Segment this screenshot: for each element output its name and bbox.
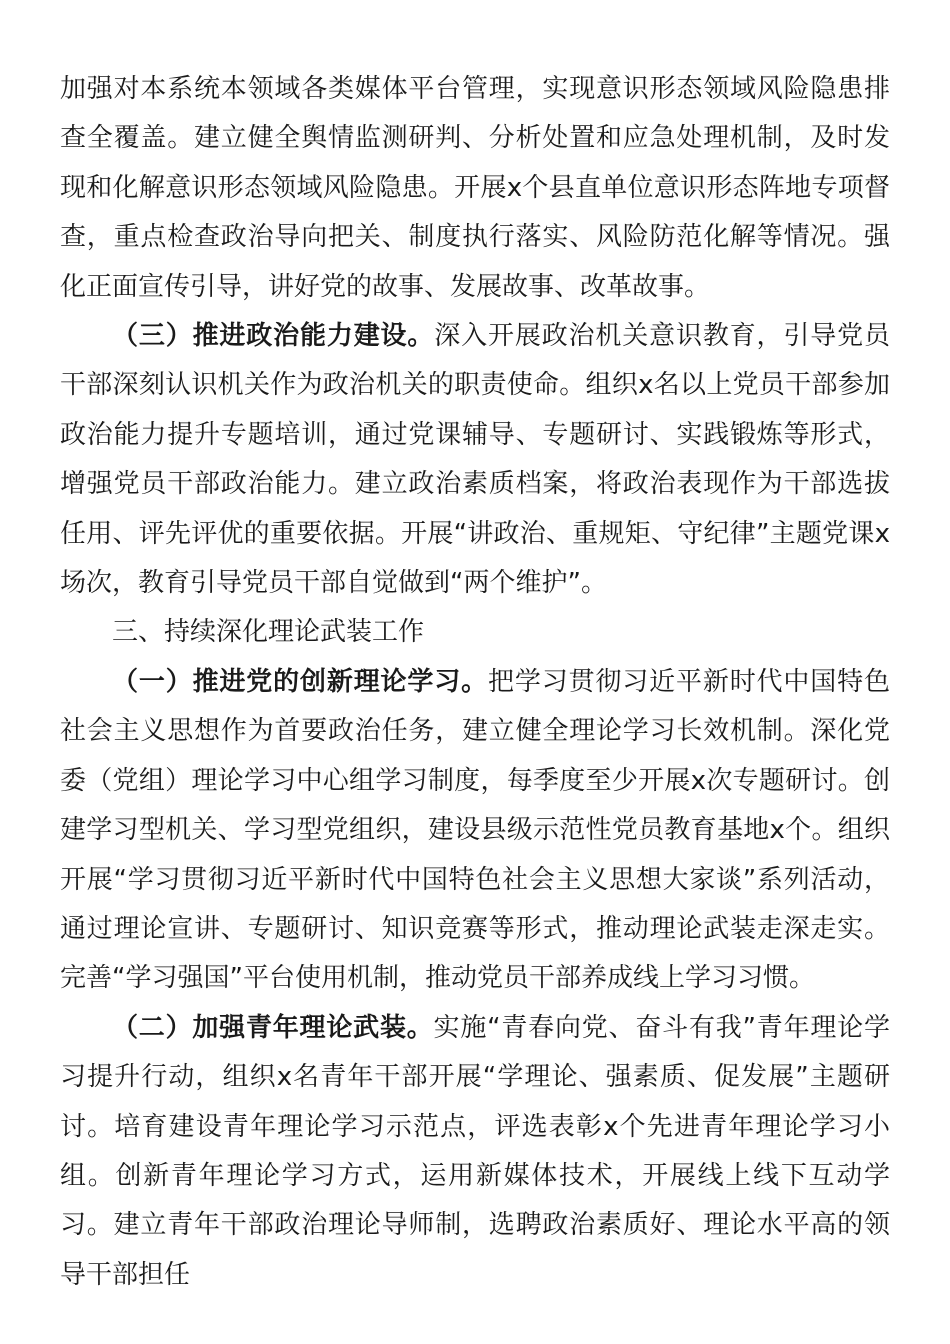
paragraph-political-capacity: [60, 312, 890, 608]
section-heading-theory: [60, 608, 890, 657]
paragraph-text: 加强对本系统本领域各类媒体平台管理，实现意识形态领域风险隐患排查全覆盖。建立健全舆情监测研判、分析处置和应急处理机制，及时发现和化解意识形态领域风险隐患。开展x个县直单位意识形态阵地专项督查，重点检查政治导向把关、制度执行落实、风险防范化解等情况。强化正面宣传引导，讲好党的故事、发展故事、改革故事。: [60, 74, 890, 302]
paragraph-text: 实施“青春向党、奋斗有我”青年理论学习提升行动，组织x名青年干部开展“学理论、强素质、促发展”主题研讨。培育建设青年理论学习示范点，评选表彰x个先进青年理论学习小组。创新青年理论学习方式，运用新媒体技术，开展线上线下互动学习。建立青年干部政治理论导师制，选聘政治素质好、理论水平高的领导干部担任: [60, 1012, 890, 1290]
paragraph-text: 深入开展政治机关意识教育，引导党员干部深刻认识机关作为政治机关的职责使命。组织x名以上党员干部参加政治能力提升专题培训，通过党课辅导、专题研讨、实践锻炼等形式，增强党员干部政治能力。建立政治素质档案，将政治表现作为干部选拔任用、评先评优的重要依据。开展“讲政治、重规矩、守纪律”主题党课x场次，教育引导党员干部自觉做到“两个维护”。: [60, 321, 890, 599]
paragraph-innovative-theory: [60, 658, 890, 1004]
document-body: [60, 65, 890, 1300]
paragraph-youth-theory: [60, 1004, 890, 1300]
paragraph-text: 把学习贯彻习近平新时代中国特色社会主义思想作为首要政治任务，建立健全理论学习长效机制。深化党委（党组）理论学习中心组学习制度，每季度至少开展x次专题研讨。创建学习型机关、学习型党组织，建设县级示范性党员教育基地x个。组织开展“学习贯彻习近平新时代中国特色社会主义思想大家谈”系列活动，通过理论宣讲、专题研讨、知识竞赛等形式，推动理论武装走深走实。完善“学习强国”平台使用机制，推动党员干部养成线上学习习惯。: [60, 666, 890, 994]
paragraph-heading: （三）推进政治能力建设。: [112, 321, 435, 352]
paragraph-heading: （二）加强青年理论武装。: [112, 1012, 434, 1043]
paragraph-heading: （一）推进党的创新理论学习。: [112, 666, 488, 697]
paragraph-media-management: [60, 65, 890, 312]
section-heading-text: 三、持续深化理论武装工作: [112, 617, 425, 648]
